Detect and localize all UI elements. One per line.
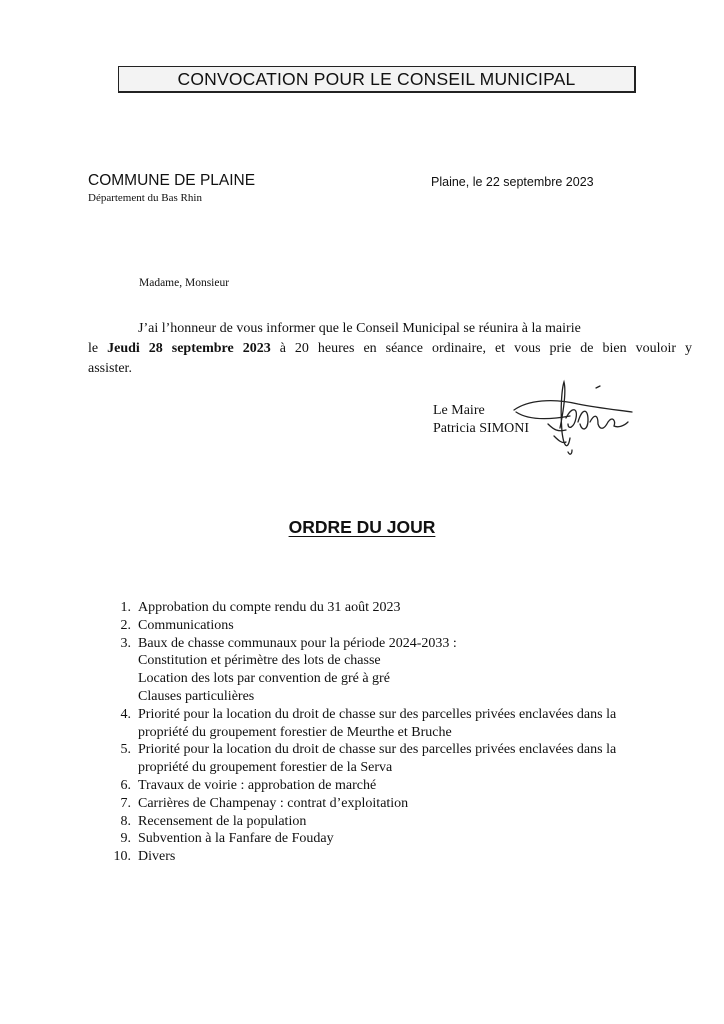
agenda-item-text: Divers	[138, 849, 176, 865]
signatory-role: Le Maire	[433, 403, 485, 418]
body-paragraph	[88, 319, 692, 379]
agenda-heading-text: ORDRE DU JOUR	[288, 517, 436, 537]
agenda-item-text: Recensement de la population	[138, 813, 307, 829]
agenda-item	[108, 635, 708, 653]
document-title: CONVOCATION POUR LE CONSEIL MUNICIPAL	[118, 66, 636, 93]
agenda-item-number: 10.	[113, 849, 131, 865]
agenda-item-number	[108, 688, 138, 706]
agenda-item	[108, 848, 708, 866]
commune-name: COMMUNE DE PLAINE	[88, 172, 256, 189]
agenda-item	[108, 759, 708, 777]
agenda-item-text: Priorité pour la location du droit de chasse sur des parcelles privées enclavées dans la	[138, 706, 617, 722]
meeting-date: Jeudi 28 septembre 2023	[107, 341, 271, 356]
agenda-item-number: 5.	[120, 742, 131, 758]
agenda-item-text: Location des lots par convention de gré à gré	[138, 671, 390, 687]
body-line-2-suffix: à 20 heures en séance ordinaire, et vous prie de bien vouloir y	[270, 341, 693, 356]
agenda-item-text: Travaux de voirie : approbation de marché	[138, 777, 377, 793]
agenda-item-number: 6.	[120, 777, 131, 793]
agenda-item	[108, 652, 708, 670]
agenda-item-number: 8.	[120, 813, 131, 829]
agenda-item	[108, 724, 708, 742]
body-line-3: assister.	[88, 361, 132, 376]
agenda-item-number	[108, 670, 138, 688]
agenda-item-text: Approbation du compte rendu du 31 août 2023	[138, 600, 401, 615]
agenda-item	[108, 688, 708, 706]
agenda-item	[108, 741, 708, 759]
handwritten-signature	[508, 378, 638, 458]
agenda-item-text: propriété du groupement forestier de Meurthe et Bruche	[138, 724, 452, 740]
agenda-item-text: Subvention à la Fanfare de Fouday	[138, 831, 334, 847]
agenda-item-number: 9.	[120, 831, 131, 847]
agenda-item	[108, 795, 708, 813]
agenda-item	[108, 813, 708, 831]
body-line-1: J’ai l’honneur de vous informer que le Conseil Municipal se réunira à la mairie	[138, 321, 581, 336]
agenda-item-number: 4.	[120, 706, 131, 722]
salutation: Madame, Monsieur	[139, 277, 230, 289]
agenda-item	[108, 617, 708, 635]
departement-name: Département du Bas Rhin	[88, 192, 202, 204]
agenda-item-text: Constitution et périmètre des lots de chasse	[138, 653, 381, 669]
agenda-item-text: Carrières de Champenay : contrat d’exploitation	[138, 795, 409, 811]
date-line: Plaine, le 22 septembre 2023	[431, 175, 594, 189]
agenda-item-number	[108, 652, 138, 670]
agenda-item-text: Baux de chasse communaux pour la période 2024-2033 :	[138, 635, 457, 651]
agenda-list	[108, 599, 708, 866]
agenda-heading	[0, 517, 724, 538]
signatory-name: Patricia SIMONI	[433, 421, 530, 436]
agenda-item-number: 2.	[120, 617, 131, 633]
agenda-item	[108, 670, 708, 688]
agenda-item	[108, 706, 708, 724]
agenda-item	[108, 777, 708, 795]
agenda-item-number: 1.	[120, 600, 131, 615]
agenda-item-text: Clauses particulières	[138, 688, 255, 704]
agenda-item-number: 3.	[120, 635, 131, 651]
agenda-item-text: Communications	[138, 617, 234, 633]
agenda-item	[108, 830, 708, 848]
agenda-item-text: propriété du groupement forestier de la Serva	[138, 760, 393, 776]
body-line-2	[88, 339, 692, 359]
body-line-2-prefix: le	[88, 341, 108, 356]
agenda-item-number	[108, 759, 138, 777]
agenda-item-number: 7.	[120, 795, 131, 811]
agenda-item-number	[108, 724, 138, 742]
agenda-item	[108, 599, 708, 617]
agenda-item-text: Priorité pour la location du droit de chasse sur des parcelles privées enclavées dans la	[138, 742, 617, 758]
